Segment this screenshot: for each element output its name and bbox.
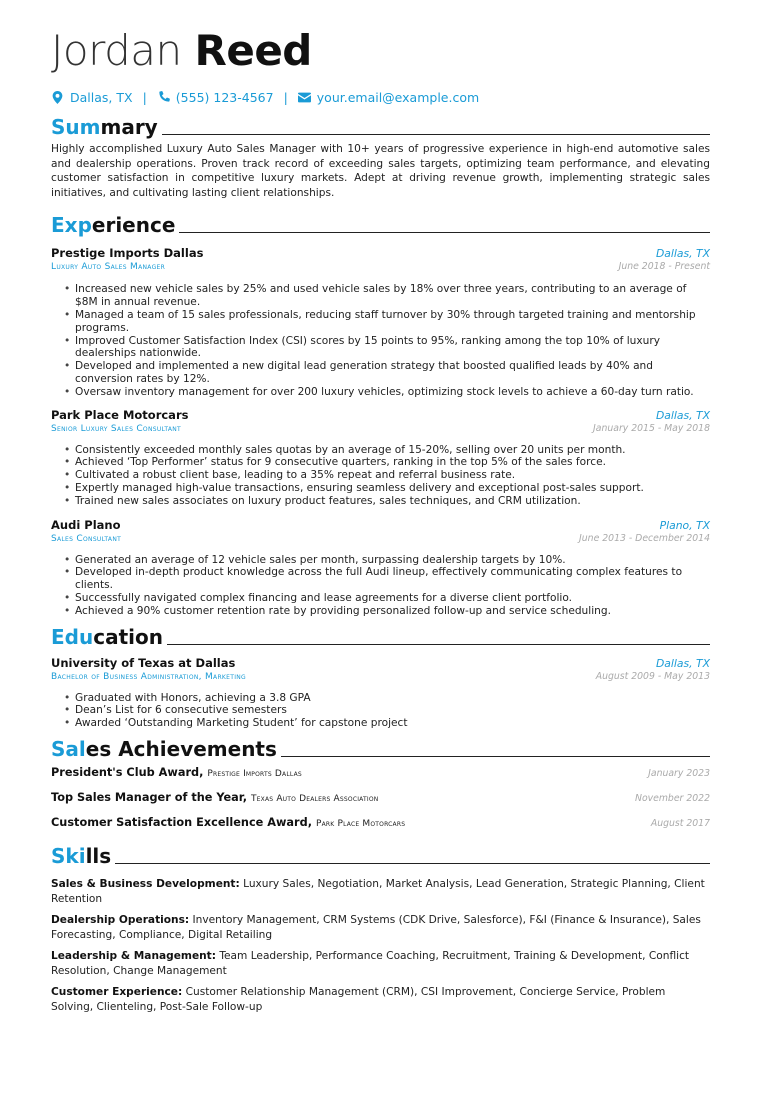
resume-page — [0, 28, 760, 1103]
email-text: your.email@example.com — [316, 89, 480, 105]
skill-item — [51, 913, 710, 942]
education-title-rest: cation — [93, 624, 163, 649]
skill-label: Sales & Business Development: — [51, 877, 240, 890]
contact-line — [51, 88, 710, 106]
award-institution: Prestige Imports Dallas — [207, 768, 302, 779]
bullet-item: • Increased new vehicle sales by 25% and used vehicle sales by 18% over three years, contributing to an average of $8M in annual revenue. — [75, 283, 710, 309]
skill-label: Leadership & Management: — [51, 950, 216, 963]
contact-email[interactable] — [298, 90, 479, 105]
contact-separator: | — [283, 89, 288, 105]
job-role: Luxury Auto Sales Manager — [51, 262, 166, 273]
last-name: Reed — [194, 26, 312, 75]
education-entry — [51, 656, 710, 730]
skill-item — [51, 949, 710, 978]
bullet-item: • Expertly managed high-value transactions, ensuring seamless delivery and exceptional post-sales support. — [75, 482, 710, 495]
skill-value: Inventory Management, CRM Systems (CDK Drive, Salesforce), F&I (Finance & Insurance), Sales Forecasting, Compliance, Digital Retailing — [51, 914, 701, 941]
education-title-accent: Edu — [51, 624, 94, 649]
school-name: University of Texas at Dallas — [51, 655, 236, 670]
summary-text: Highly accomplished Luxury Auto Sales Manager with 10+ years of progressive experience in high-end automotive sales and dealership operations. Proven track record of exceeding sales targets, optimizing team performance, and elevating customer satisfaction in competitive luxury markets. Adept at driving revenue growth, implementing strategic sales initiatives, and cultivating lasting client relationships. — [51, 143, 710, 199]
section-rule — [167, 644, 710, 645]
bullet-item: • Developed in-depth product knowledge across the full Audi lineup, effectively communicating complex features to clients. — [75, 566, 710, 592]
map-marker-icon — [51, 91, 64, 104]
bullet-item: • Cultivated a robust client base, leading to a 35% repeat and referral business rate. — [75, 469, 710, 482]
job-location: Dallas, TX — [655, 408, 710, 422]
bullet-item: • Dean’s List for 6 consecutive semesters — [75, 704, 710, 717]
section-rule — [162, 134, 710, 135]
job-entry — [51, 408, 710, 508]
phone-text: (555) 123-4567 — [175, 89, 274, 105]
job-org: Park Place Motorcars — [51, 407, 189, 422]
job-dates: June 2013 - December 2014 — [579, 532, 710, 544]
bullet-item: • Managed a team of 15 sales professionals, reducing staff turnover by 30% through targeted training and mentorship programs. — [75, 309, 710, 335]
skills-title-accent: Ski — [51, 843, 86, 868]
achievements-title-rest: es Achievements — [85, 736, 277, 761]
school-location: Dallas, TX — [655, 656, 710, 670]
job-dates: June 2018 - Present — [618, 261, 710, 273]
skills-list — [51, 877, 710, 1015]
candidate-name — [51, 28, 710, 74]
summary-title-accent: Sum — [51, 115, 101, 139]
skill-value: Customer Relationship Management (CRM), CSI Improvement, Concierge Service, Problem Solving, Clienteling, Post-Sale Follow-up — [51, 986, 666, 1014]
bullet-item: • Achieved ‘Top Performer’ status for 9 consecutive quarters, ranking in the top 5% of the sales force. — [75, 456, 710, 469]
award-date: November 2022 — [635, 792, 710, 804]
skills-heading — [51, 843, 710, 867]
summary-title-rest: mary — [100, 115, 158, 139]
location-text: Dallas, TX — [70, 89, 133, 105]
achievements-heading — [51, 736, 710, 760]
bullet-item: • Improved Customer Satisfaction Index (CSI) scores by 15 points to 95%, ranking among the top 10% of luxury dealerships nationwide. — [75, 335, 710, 361]
job-bullets — [51, 283, 710, 398]
job-role: Senior Luxury Sales Consultant — [51, 423, 182, 434]
award-date: August 2017 — [650, 817, 710, 829]
skill-label: Customer Experience: — [51, 986, 183, 999]
bullet-item: • Trained new sales associates on luxury product features, sales techniques, and CRM utilization. — [75, 495, 710, 508]
achievements-title-accent: Sal — [51, 736, 86, 761]
achievement-item: Top Sales Manager of the Year, Texas Auto Dealers Association November 2022 — [51, 790, 710, 804]
contact-separator: | — [142, 89, 147, 105]
degree: Bachelor of Business Administration, Marketing — [51, 671, 247, 682]
award-name: Top Sales Manager of the Year — [51, 790, 243, 804]
experience-title-rest: erience — [91, 213, 176, 238]
achievement-item: Customer Satisfaction Excellence Award, Park Place Motorcars August 2017 — [51, 815, 710, 829]
job-bullets — [51, 444, 710, 508]
contact-phone[interactable] — [157, 90, 274, 105]
award-institution: Park Place Motorcars — [315, 818, 406, 829]
award-date: January 2023 — [648, 767, 710, 779]
section-rule — [281, 756, 710, 757]
skills-title-rest: lls — [85, 843, 112, 868]
award-institution: Texas Auto Dealers Association — [250, 793, 379, 804]
award-name: Customer Satisfaction Excellence Award — [51, 815, 308, 829]
job-role: Sales Consultant — [51, 533, 122, 544]
phone-icon — [157, 91, 170, 104]
skill-item — [51, 985, 710, 1014]
job-entry — [51, 518, 710, 618]
contact-location — [51, 90, 133, 105]
bullet-item: • Consistently exceeded monthly sales quotas by an average of 15-20%, selling over 20 units per month. — [75, 444, 710, 457]
job-location: Plano, TX — [659, 518, 710, 532]
envelope-icon — [298, 91, 311, 104]
bullet-item: • Successfully navigated complex financing and lease agreements for a diverse client portfolio. — [75, 592, 710, 605]
education-bullets — [51, 692, 710, 730]
job-entry — [51, 246, 710, 398]
job-org: Prestige Imports Dallas — [51, 246, 204, 261]
skill-value: Luxury Sales, Negotiation, Market Analysis, Lead Generation, Strategic Planning, Client Retention — [51, 877, 705, 905]
section-rule — [179, 232, 710, 233]
experience-title-accent: Exp — [51, 213, 92, 238]
section-rule — [115, 863, 710, 864]
job-org: Audi Plano — [51, 517, 121, 532]
education-heading — [51, 624, 710, 648]
job-dates: January 2015 - May 2018 — [593, 422, 710, 434]
job-location: Dallas, TX — [655, 247, 710, 261]
bullet-item: • Generated an average of 12 vehicle sales per month, surpassing dealership targets by 10%. — [75, 554, 710, 567]
bullet-item: • Oversaw inventory management for over 200 luxury vehicles, optimizing stock levels to achieve a 60-day turn ratio. — [75, 386, 710, 399]
skill-item — [51, 877, 710, 906]
summary-heading — [51, 114, 710, 138]
bullet-item: • Developed and implemented a new digital lead generation strategy that boosted qualified leads by 40% and conversion rates by 12%. — [75, 360, 710, 386]
bullet-item: • Awarded ‘Outstanding Marketing Student’ for capstone project — [75, 717, 710, 730]
education-dates: August 2009 - May 2013 — [595, 670, 710, 682]
job-bullets — [51, 554, 710, 618]
achievements-list — [51, 766, 710, 841]
achievement-item: President's Club Award, Prestige Imports Dallas January 2023 — [51, 765, 710, 779]
skill-value: Team Leadership, Performance Coaching, Recruitment, Training & Development, Conflict Resolution, Change Management — [51, 950, 690, 977]
bullet-item: • Graduated with Honors, achieving a 3.8 GPA — [75, 692, 710, 705]
first-name: Jordan — [51, 26, 182, 75]
award-name: President's Club Award — [51, 765, 200, 779]
skill-label: Dealership Operations: — [51, 914, 190, 927]
bullet-item: • Achieved a 90% customer retention rate by providing personalized follow-up and service scheduling. — [75, 605, 710, 618]
experience-heading — [51, 212, 710, 236]
